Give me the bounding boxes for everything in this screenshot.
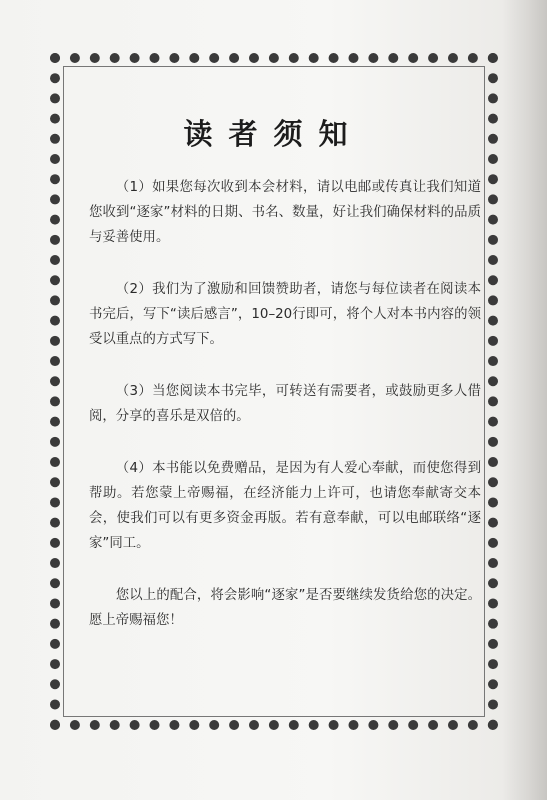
notice-paragraph-1: （1）如果您每次收到本会材料，请以电邮或传真让我们知道您收到“逐家”材料的日期、书名、数量，好让我们确保材料的品质与妥善使用。 — [89, 180, 481, 245]
notice-paragraph-2: （2）我们为了激励和回馈赞助者，请您与每位读者在阅读本书完后，写下“读后感言”，10–20行即可，将个人对本书内容的领受以重点的方式写下。 — [89, 282, 481, 347]
notice-paragraph-3: （3）当您阅读本书完毕，可转送有需要者，或鼓励更多人借阅，分享的喜乐是双倍的。 — [89, 384, 481, 424]
notice-body — [89, 175, 481, 660]
closing-paragraph: 您以上的配合，将会影响“逐家”是否要继续发货给您的决定。愿上帝赐福您！ — [89, 588, 481, 628]
notice-paragraph-4: （4）本书能以免费赠品，是因为有人爱心奉献，而使您得到帮助。若您蒙上帝赐福，在经济能力上许可，也请您奉献寄交本会，使我们可以有更多资金再版。若有意奉献，可以电邮联络“逐家”同工。 — [89, 461, 481, 551]
page-title: 读者须知 — [183, 117, 364, 151]
